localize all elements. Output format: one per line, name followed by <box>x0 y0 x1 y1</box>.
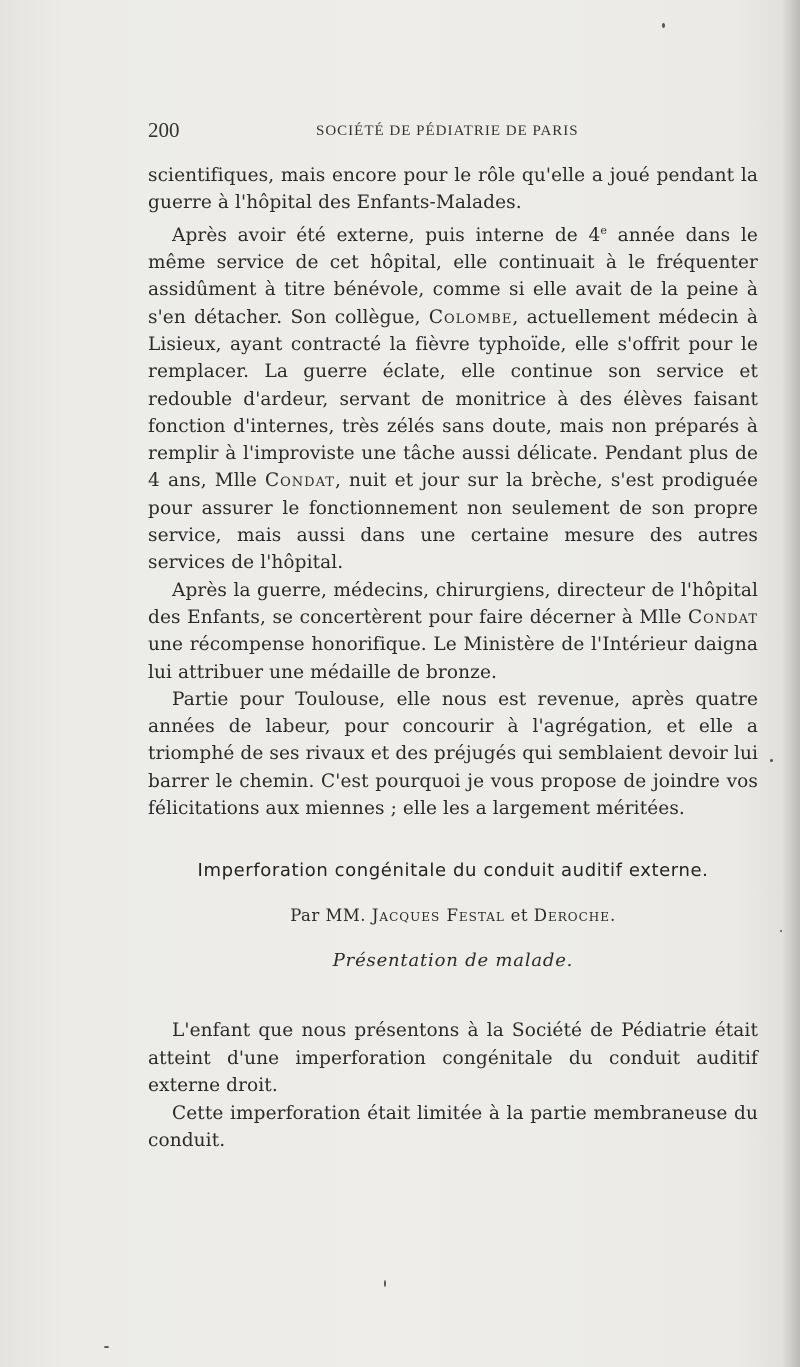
running-header <box>148 118 758 148</box>
person-name: Condat <box>688 606 758 628</box>
person-name: Condat <box>264 470 335 492</box>
paper-speck <box>770 759 773 762</box>
paper-speck <box>662 23 665 28</box>
authors-conjunction: et <box>504 906 534 925</box>
author-name: Jacques Festal <box>371 906 505 925</box>
paragraph-intro: L'enfant que nous présentons à la Société de Pédiatrie était atteint d'une imperforation congénitale du conduit auditif externe droit. <box>148 1020 758 1096</box>
text-run: année dans le même service de cet hôpital, elle continuait à le fréquenter assidûment à titre bénévole, comme si elle avait de la peine à s'en détacher. Son collègue, <box>148 224 758 328</box>
authors-prefix: Par MM. <box>290 906 372 925</box>
running-title: SOCIÉTÉ DE PÉDIATRIE DE PARIS <box>316 123 579 139</box>
paragraph-award <box>148 577 758 686</box>
text-run: Après la guerre, médecins, chirurgiens, directeur de l'hôpital des Enfants, se concertèrent pour faire décerner à Mlle <box>148 579 758 628</box>
page-edge-shadow <box>782 0 800 1367</box>
paragraph-continuation: scientifiques, mais encore pour le rôle qu'elle a joué pendant la guerre à l'hôpital des Enfants-Malades. <box>148 165 758 214</box>
article-title: Imperforation congénitale du conduit auditif externe. <box>197 860 709 881</box>
paragraph-toulouse: Partie pour Toulouse, elle nous est revenue, après quatre années de labeur, pour concourir à l'agrégation, et elle a triomphé de ses rivaux et des préjugés qui semblaient devoir lui barrer le chemin. C'est pourquoi je vous propose de joindre vos félicitations aux miennes ; elle les a largement méritées. <box>148 688 758 819</box>
person-name: Colombe <box>428 306 513 328</box>
paragraph-career <box>148 217 758 577</box>
paper-speck <box>104 1346 109 1348</box>
section-1-text <box>148 162 758 822</box>
article-body <box>148 1017 758 1155</box>
text-run: , nuit et jour sur la brèche, s'est prodiguée pour assurer le fonctionnement non seulement de son propre service, mais aussi dans une certaine mesure des autres services de l'hôpital. <box>148 470 758 574</box>
text-run: une récompense honorifique. Le Ministère de l'Intérieur daigna lui attribuer une médaille de bronze. <box>148 634 758 683</box>
text-run: , actuellement médecin à Lisieux, ayant contracté la fièvre typhoïde, elle s'offrit pour le remplacer. La guerre éclate, elle continue son service et redouble d'ardeur, servant de monitrice à des élèves faisant fonction d'internes, très zélés sans doute, mais non préparés à remplir à l'improviste une tâche aussi délicate. Pendant plus de 4 ans, Mlle <box>148 306 758 492</box>
author-name: Deroche <box>533 906 611 925</box>
paper-speck <box>384 1280 386 1287</box>
superscript: e <box>600 223 607 237</box>
text-run: Après avoir été externe, puis interne de 4 <box>172 224 601 246</box>
authors-suffix: . <box>610 906 616 925</box>
paragraph-detail: Cette imperforation était limitée à la partie membraneuse du conduit. <box>148 1102 758 1151</box>
paper-speck <box>780 930 782 932</box>
article-authors <box>148 906 758 925</box>
page-number: 200 <box>148 118 180 142</box>
article-subtitle: Présentation de malade. <box>332 950 574 971</box>
